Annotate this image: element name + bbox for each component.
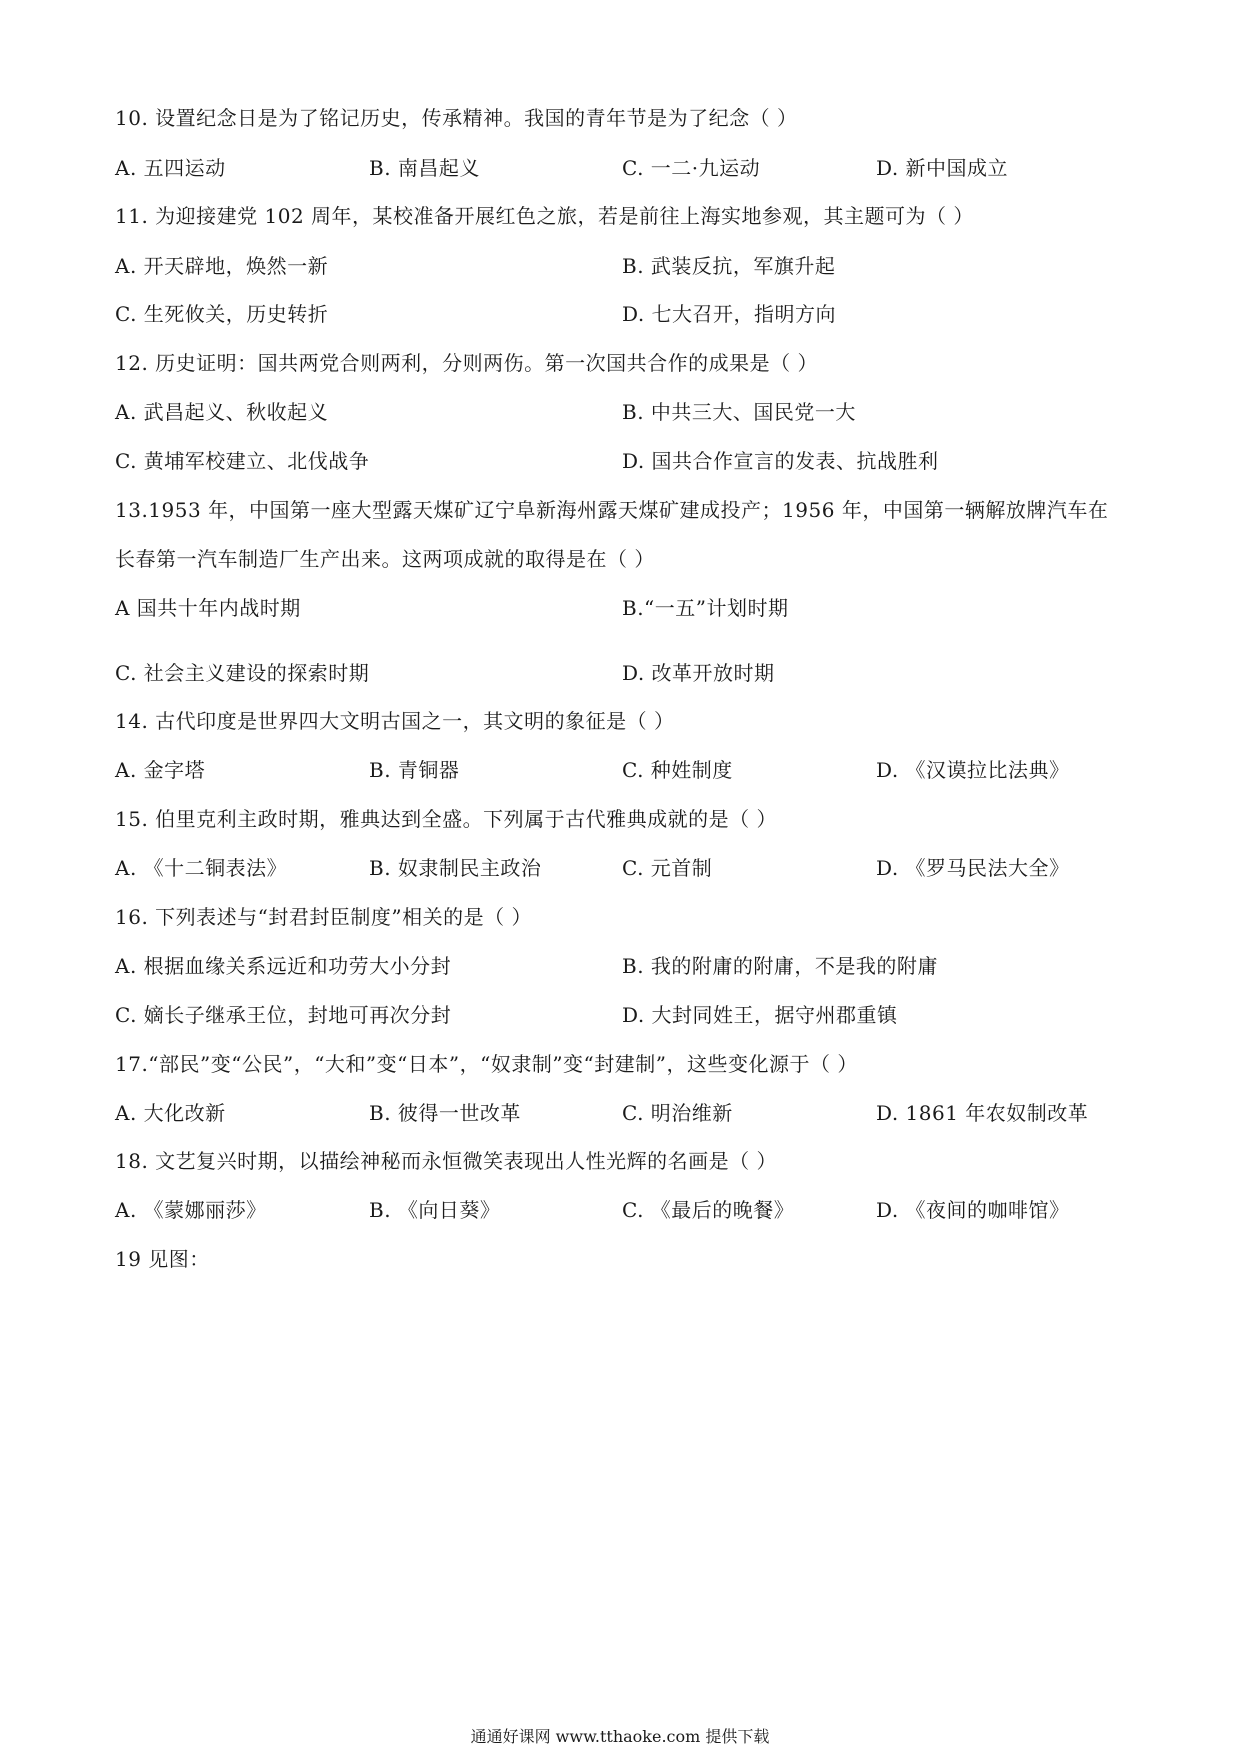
question-15-option-c: C. 元首制 [622,856,713,880]
question-13-option-d: D. 改革开放时期 [622,661,775,685]
question-18-option-d: D. 《夜间的咖啡馆》 [876,1198,1070,1222]
question-17-option-b: B. 彼得一世改革 [369,1101,521,1125]
question-19-stem: 19 见图： [115,1247,210,1271]
question-16-option-b: B. 我的附庸的附庸，不是我的附庸 [622,954,938,978]
page-footer: 通通好课网 www.tthaoke.com 提供下载 [470,1727,770,1746]
question-13-option-a: A 国共十年内战时期 [115,596,301,620]
question-10-option-d: D. 新中国成立 [876,156,1009,180]
question-16-option-c: C. 嫡长子继承王位，封地可再次分封 [115,1003,452,1027]
question-10-option-c: C. 一二·九运动 [622,156,761,180]
question-13-stem-line-2: 长春第一汽车制造厂生产出来。这两项成就的取得是在（ ） [115,547,655,571]
question-15-option-b: B. 奴隶制民主政治 [369,856,542,880]
question-11-option-c: C. 生死攸关，历史转折 [115,302,329,326]
question-15-option-d: D. 《罗马民法大全》 [876,856,1070,880]
question-11-option-b: B. 武装反抗，军旗升起 [622,254,836,278]
question-12-option-b: B. 中共三大、国民党一大 [622,400,856,424]
question-13-option-c: C. 社会主义建设的探索时期 [115,661,370,685]
question-12-stem: 12. 历史证明：国共两党合则两利，分则两伤。第一次国共合作的成果是（ ） [115,351,819,375]
question-11-option-d: D. 七大召开，指明方向 [622,302,837,326]
question-14-option-a: A. 金字塔 [115,758,206,782]
question-17-option-a: A. 大化改新 [115,1101,226,1125]
question-12-option-d: D. 国共合作宣言的发表、抗战胜利 [622,449,939,473]
question-17-option-d: D. 1861 年农奴制改革 [876,1101,1089,1125]
question-13-stem-line-1: 13.1953 年，中国第一座大型露天煤矿辽宁阜新海州露天煤矿建成投产；1956 年，中国第一辆解放牌汽车在 [115,498,1109,522]
question-12-option-c: C. 黄埔军校建立、北伐战争 [115,449,370,473]
question-18-option-a: A. 《蒙娜丽莎》 [115,1198,267,1222]
question-15-stem: 15. 伯里克利主政时期，雅典达到全盛。下列属于古代雅典成就的是（ ） [115,807,778,831]
question-17-option-c: C. 明治维新 [622,1101,733,1125]
question-17-stem: 17.“部民”变“公民”，“大和”变“日本”，“奴隶制”变“封建制”，这些变化源于（ ） [115,1052,858,1076]
question-18-stem: 18. 文艺复兴时期，以描绘神秘而永恒微笑表现出人性光辉的名画是（ ） [115,1149,778,1173]
question-14-option-b: B. 青铜器 [369,758,460,782]
question-14-stem: 14. 古代印度是世界四大文明古国之一，其文明的象征是（ ） [115,709,675,733]
question-10-option-b: B. 南昌起义 [369,156,480,180]
question-10-stem: 10. 设置纪念日是为了铭记历史，传承精神。我国的青年节是为了纪念（ ） [115,106,798,130]
question-14-option-c: C. 种姓制度 [622,758,733,782]
question-13-option-b: B.“一五”计划时期 [622,596,789,620]
question-12-option-a: A. 武昌起义、秋收起义 [115,400,329,424]
question-16-option-a: A. 根据血缘关系远近和功劳大小分封 [115,954,452,978]
question-18-option-b: B. 《向日葵》 [369,1198,501,1222]
question-11-stem: 11. 为迎接建党 102 周年，某校准备开展红色之旅，若是前往上海实地参观，其主题可为（ ） [115,204,974,228]
question-15-option-a: A. 《十二铜表法》 [115,856,288,880]
question-14-option-d: D. 《汉谟拉比法典》 [876,758,1070,782]
question-18-option-c: C. 《最后的晚餐》 [622,1198,795,1222]
question-16-stem: 16. 下列表述与“封君封臣制度”相关的是（ ） [115,905,532,929]
question-11-option-a: A. 开天辟地，焕然一新 [115,254,329,278]
question-16-option-d: D. 大封同姓王，据守州郡重镇 [622,1003,898,1027]
question-10-option-a: A. 五四运动 [115,156,226,180]
